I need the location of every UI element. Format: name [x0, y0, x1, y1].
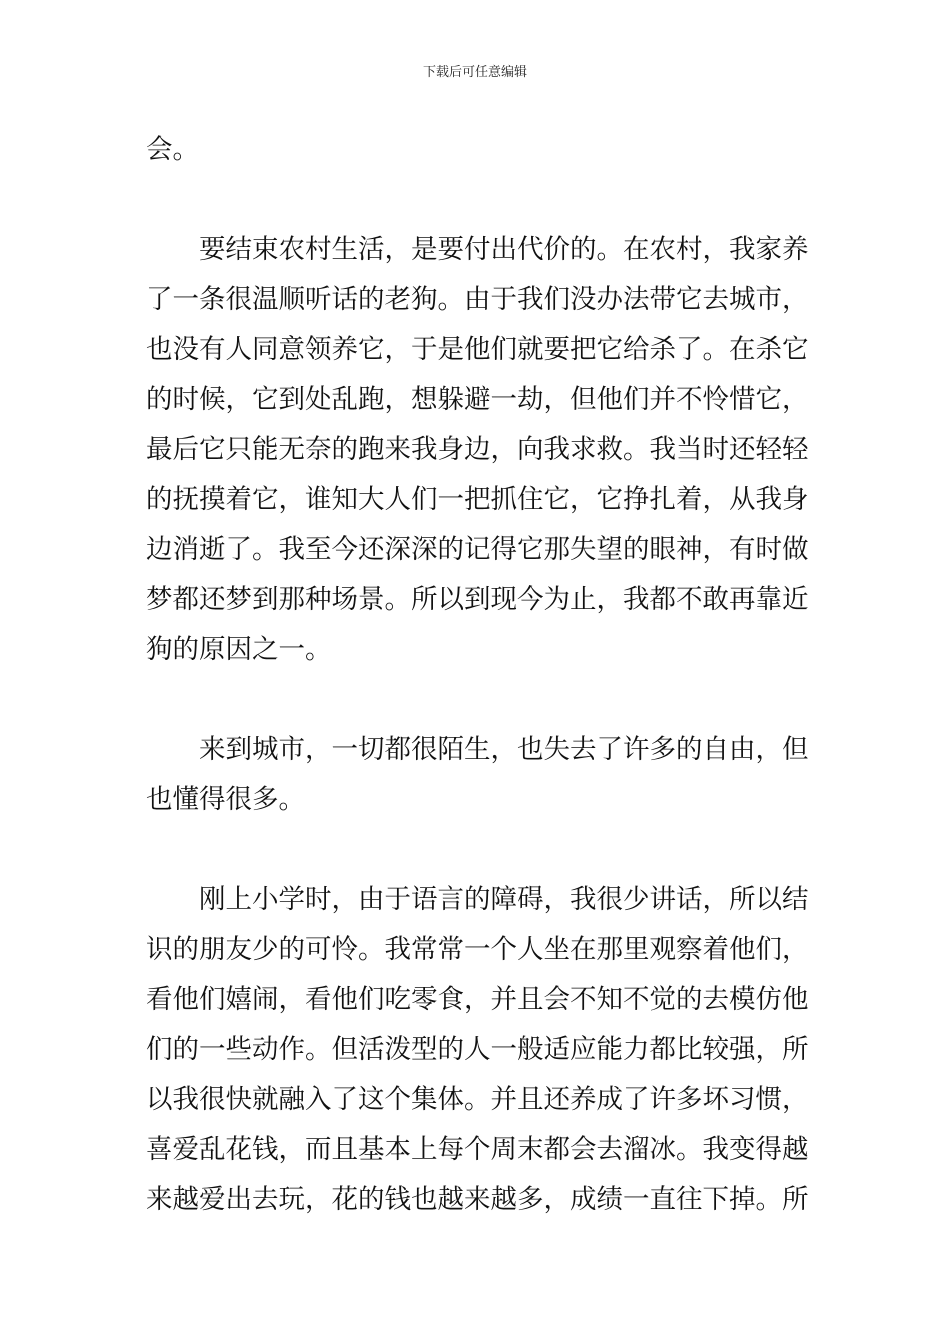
paragraph-1 [146, 125, 808, 175]
text-line: 要结束农村生活，是要付出代价的。在农村，我家养 [199, 234, 809, 265]
text-line: 来到城市，一切都很陌生，也失去了许多的自由，但 [199, 734, 809, 765]
text-line: 了一条很温顺听话的老狗。由于我们没办法带它去城市， [146, 284, 809, 315]
text-line: 边消逝了。我至今还深深的记得它那失望的眼神，有时做 [146, 534, 809, 565]
paragraph-gap [146, 825, 808, 875]
paragraph-4 [146, 875, 808, 1225]
text-line: 也懂得很多。 [146, 784, 305, 815]
text-line: 狗的原因之一。 [146, 634, 332, 665]
text-line: 最后它只能无奈的跑来我身边，向我求救。我当时还轻轻 [146, 434, 809, 465]
paragraph-gap [146, 675, 808, 725]
text-line: 看他们嬉闹，看他们吃零食，并且会不知不觉的去模仿他 [146, 984, 809, 1015]
paragraph-2 [146, 225, 808, 675]
text-line: 喜爱乱花钱，而且基本上每个周末都会去溜冰。我变得越 [146, 1134, 809, 1165]
text-line: 刚上小学时，由于语言的障碍，我很少讲话，所以结 [199, 884, 809, 915]
text-line: 来越爱出去玩，花的钱也越来越多，成绩一直往下掉。所 [146, 1184, 809, 1215]
text-line: 以我很快就融入了这个集体。并且还养成了许多坏习惯， [146, 1084, 809, 1115]
text-line: 的时候，它到处乱跑，想躲避一劫，但他们并不怜惜它， [146, 384, 809, 415]
text-line: 识的朋友少的可怜。我常常一个人坐在那里观察着他们， [146, 934, 809, 965]
text-line: 的抚摸着它，谁知大人们一把抓住它，它挣扎着，从我身 [146, 484, 809, 515]
text-line: 梦都还梦到那种场景。所以到现今为止，我都不敢再靠近 [146, 584, 809, 615]
text-line: 也没有人同意领养它，于是他们就要把它给杀了。在杀它 [146, 334, 809, 365]
document-body [146, 125, 808, 1225]
paragraph-3 [146, 725, 808, 825]
text-line: 们的一些动作。但活泼型的人一般适应能力都比较强，所 [146, 1034, 809, 1065]
page-header: 下载后可任意编辑 [422, 65, 527, 80]
text-line: 会。 [146, 134, 199, 165]
paragraph-gap [146, 175, 808, 225]
